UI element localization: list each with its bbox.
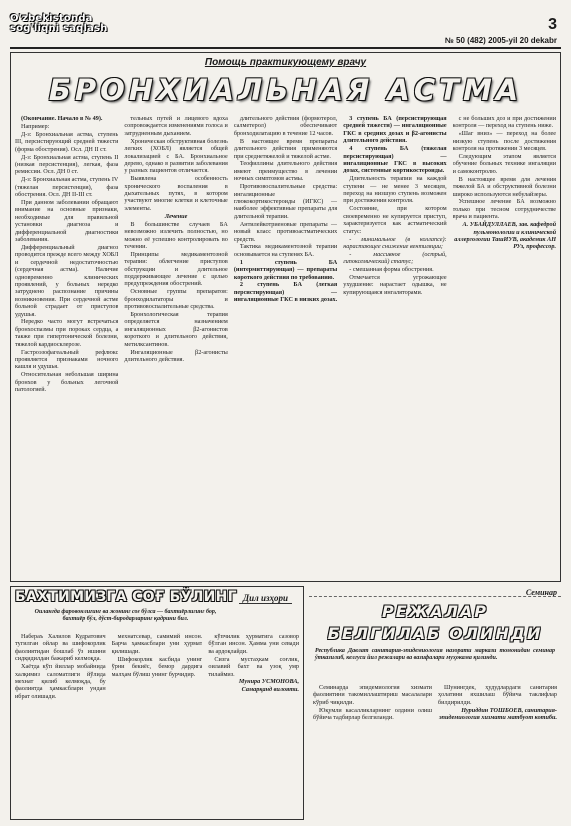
paragraph: тельных путей и лицевого вдоха сопровождается изменениями голоса и затрудненным дыханием. <box>124 115 228 137</box>
seminar-headline-1: РЕЖАЛАР <box>381 602 489 621</box>
page-number: 3 <box>548 16 557 33</box>
paragraph: Юқумли касалликларнинг олдини олиш бўйича тадбирлар белгиланди. <box>313 706 432 722</box>
paragraph: Хаётда кўп йиллар мобайнида халқимиз саломатлиги йўлида мехнат қилиб келмоқда, бу фаолиятда ҳамкасблари ундан ибрат олишади. <box>15 663 106 700</box>
paragraph: «Шаг вниз» — переход на более низкую ступень после достижения контроля на протяжении 3 месяцев. <box>452 130 557 153</box>
paragraph: - массивное (острый, гипоксемический) статус; <box>343 250 447 266</box>
paragraph: Например: <box>21 122 50 130</box>
paragraph: В настоящее время для лечения тяжелой БА и обструктивной болезни широко используются небулайзеры. <box>452 175 557 198</box>
paragraph: Успешное лечение БА возможно только при тесном сотрудничестве врача и пациента. <box>452 198 557 221</box>
paragraph: длительного действия (формотерол, салметерол) обеспечивают бронходилатацию в течение 12 часов. <box>233 115 338 137</box>
seminar-lead: Республика Давлат санитария-эпидемиология назорати маркази томонидан семинар ўтказилиб, келгуси йил режалари ва вазифалари муҳокама қилинди. <box>315 648 555 661</box>
article-column <box>343 115 446 577</box>
paragraph: Длительность терапии на каждой ступени — не менее 3 месяцев, переход на низшую ступень возможен при достижении контроля. <box>343 175 447 205</box>
greeting-columns <box>15 633 299 815</box>
masthead-line1: O'zbekistonda <box>10 13 93 24</box>
paragraph: Шифокорлик касбида унинг ўрни бекиёс, бемор дардига малҳам бўлиш унинг бурчидир. <box>111 655 203 678</box>
seminar-divider <box>309 596 561 597</box>
paragraph: 4 ступень БА (тяжелая персистирующая) — ингаляционные ГКС в высоких дозах, системные кортикостероиды. <box>343 145 447 175</box>
paragraph: Д-з: Бронхиальная астма, ступень III, персистирующий средней тяжести (форма обострения). Осл. ДН II ст. <box>15 130 119 153</box>
header-rule <box>10 47 561 49</box>
paragraph: При данном заболевании обращают внимание на основные признаки, необходимые для правильной установки диагноза и дифференциальной диагностики заболевания. <box>15 198 119 243</box>
paragraph: В большинстве случаев БА невозможно излечить полностью, но можно её успешно контролировать во течении. <box>124 220 228 250</box>
paragraph: Принципы медикаментозной терапии: облегчение приступов обструкции и длительное поддерживающее лечение с целью предупреждения обострений. <box>124 250 228 288</box>
paragraph: Шунингдек, ҳудудлардаги санитария ҳолатини яхшилаш бўйича таклифлар билдирилди. <box>438 684 557 706</box>
greeting-column <box>112 633 203 815</box>
paragraph: Набераъ Халилов Кудратович тугилган ойлар ва шифокорлик фаолиятидан бошлаб ўз ишини сидқидилдан бажариб келмоқда. <box>15 633 106 663</box>
paragraph: - минимальное (в коллапсе): нарастающее снижение вентиляции; <box>343 235 447 250</box>
paragraph: Отмечается угрожающее ухудшение: нарастает одышка, не купирующаяся ингаляторами. <box>343 274 447 296</box>
seminar-rubric: Семинар <box>525 588 557 597</box>
seminar-column <box>313 684 432 814</box>
paragraph: Выявлена особенность хронического воспаления в дыхательных путях, в котором участвуют многие клетки и клеточные элементы. <box>124 175 228 212</box>
paragraph: Хроническая обструктивная болезнь легких (ХОБЛ) является общей локализацией с БА. Бронхиальное дерево, однако в развитии заболевания у разных пациентов отличается. <box>124 137 228 175</box>
article-columns <box>15 115 556 577</box>
paragraph: А. УБАЙДУЛЛАЕВ, зав. кафедрой пульмонологии и клинической аллергологии ТашИУВ, академик АН РУз, профессор. <box>454 221 557 251</box>
seminar-column <box>438 684 557 814</box>
paragraph: Д-з: Бронхиальная астма, ступень IV (тяжелая персистенция), фаза обострения. Осл. ДН II-III ст. <box>15 176 119 199</box>
paragraph: кўпчилик ҳурматига сазовор бўлган инсон. Ҳамма уни севади ва ардоқлайди. <box>208 633 300 655</box>
paragraph: - смешанная форма обострения. <box>349 266 434 274</box>
paragraph: Противовоспалительные средства: ингаляционные глюкокортикостероиды (ИГКС) — наиболее эффективные препараты для длительной терапии. <box>233 183 338 220</box>
greeting-headline: БАХТИМИЗГА СОҒ БЎЛИНГ <box>15 589 237 605</box>
seminar-article <box>309 586 561 818</box>
page-header <box>10 6 561 46</box>
paragraph: Д-з: Бронхиальная астма, ступень II (низкая персистенция), легкая, фаза ремиссии. Осл. ДН 0 ст. <box>15 153 119 176</box>
paragraph: Тактика медикаментозной терапии основывается на ступенях БА. <box>233 243 338 258</box>
paragraph: мехнатсевар, самимий инсон. Барча ҳамкасблари уни ҳурмат қилишади. <box>111 633 203 655</box>
paragraph: 1 ступень БА (интермиттирующая) — препараты короткого действия по требованию. <box>233 258 338 281</box>
greeting-lead: Оилангда фаровонлигинг ва жонинг соғ бўлса — бахтиёрлигинг бор, бахтиёр бўл, дўст-биродарларинг қадрини бил. <box>34 609 217 622</box>
top-article <box>10 52 561 582</box>
paragraph: с не больших доз и при достижении контроля — переход на ступень ниже. <box>452 115 557 130</box>
paragraph: Сизга мустаҳкам соғлик, оилавий бахт ва узоқ умр тилаймиз. <box>208 655 300 678</box>
paragraph: Бронхологическая терапия определяется назначением ингаляционных β2-агонистов короткого и длительного действия, метилксантинов. <box>124 311 228 348</box>
paragraph: Следующим этапом является обучение больных технике ингаляции и самоконтролю. <box>452 153 557 175</box>
paragraph: (Окончание. Начало в № 49). <box>21 115 103 122</box>
issue-info: № 50 (482) 2005-yil 20 dekabr <box>444 36 557 45</box>
seminar-columns <box>313 684 557 814</box>
paragraph: 3 ступень БА (персистирующая средней тяжести) — ингаляционные ГКС в средних дозах и β2-агонисты длительного действия. <box>343 115 447 145</box>
seminar-headline-2: БЕЛГИЛАБ ОЛИНДИ <box>327 624 543 643</box>
paragraph: Теофиллины длительного действия имеют преимущество в лечении ночных симптомов астмы. <box>233 160 338 183</box>
paragraph: Дифференциальный диагноз проводится прежде всего между ХОБЛ и сердечной недостаточностью (сердечная астма). Наличие одновременно клинических проявлений, у больных нередко затруднено распознание причины возникновения. При сердечной астме больной страдает от приступов удушья. <box>15 243 119 318</box>
paragraph: Относительная небольшая ширина бронхов у больных легочной патологией. <box>15 371 119 394</box>
greeting-rubric: Дил изҳори <box>239 593 292 604</box>
paragraph: Основные группы препаратов: бронходилататоры и противовоспалительные средства. <box>124 288 228 311</box>
paragraph: Лечение <box>164 212 188 220</box>
paragraph: Нередко часто могут встречаться бронхоспазмы при пороках сердца, а также при гипертонической болезни, тяжелой кардиосклерозе. <box>15 318 119 348</box>
paragraph: Нуриддин ТОШБОЕВ, санитария-эпидемиология хизмати матбуот котиби. <box>438 706 557 722</box>
paragraph: 2 ступень БА (легкая персистирующая) — ингаляционные ГКС в низких дозах. <box>233 281 338 304</box>
paragraph: Гастроэзофагеальный рефлюкс проявляется признаками ночного кашля и удушья. <box>15 348 119 371</box>
article-column <box>124 115 227 577</box>
paragraph: Антилейкотриеновые препараты — новый класс противоастматических средств. <box>233 220 338 243</box>
article-headline: БРОНХИАЛЬНАЯ АСТМА <box>48 73 523 107</box>
paragraph: Ингаляционные β2-агонисты длительного действия. <box>124 348 228 363</box>
paragraph: Состояние, при котором своевременно не купируется приступ, характеризуется как астматический статус: <box>343 205 447 235</box>
greeting-article <box>10 586 304 820</box>
article-column <box>234 115 337 577</box>
paragraph: В настоящее время препараты длительного действия применяются при среднетяжелой и тяжелой астме. <box>233 137 338 160</box>
greeting-column <box>208 633 299 815</box>
article-column <box>15 115 118 577</box>
masthead <box>10 14 108 34</box>
article-column <box>453 115 556 577</box>
paragraph: Семинарда эпидемиология хизмати фаолиятини такомиллаштириш масалалари кўриб чиқилди. <box>313 684 432 706</box>
greeting-column <box>15 633 106 815</box>
masthead-line2: sog'liqni saqlash <box>10 23 108 34</box>
article-kicker: Помощь практикующему врачу <box>204 57 367 68</box>
paragraph: Мунира УСМОНОВА, Самарқанд вилояти. <box>238 678 300 693</box>
